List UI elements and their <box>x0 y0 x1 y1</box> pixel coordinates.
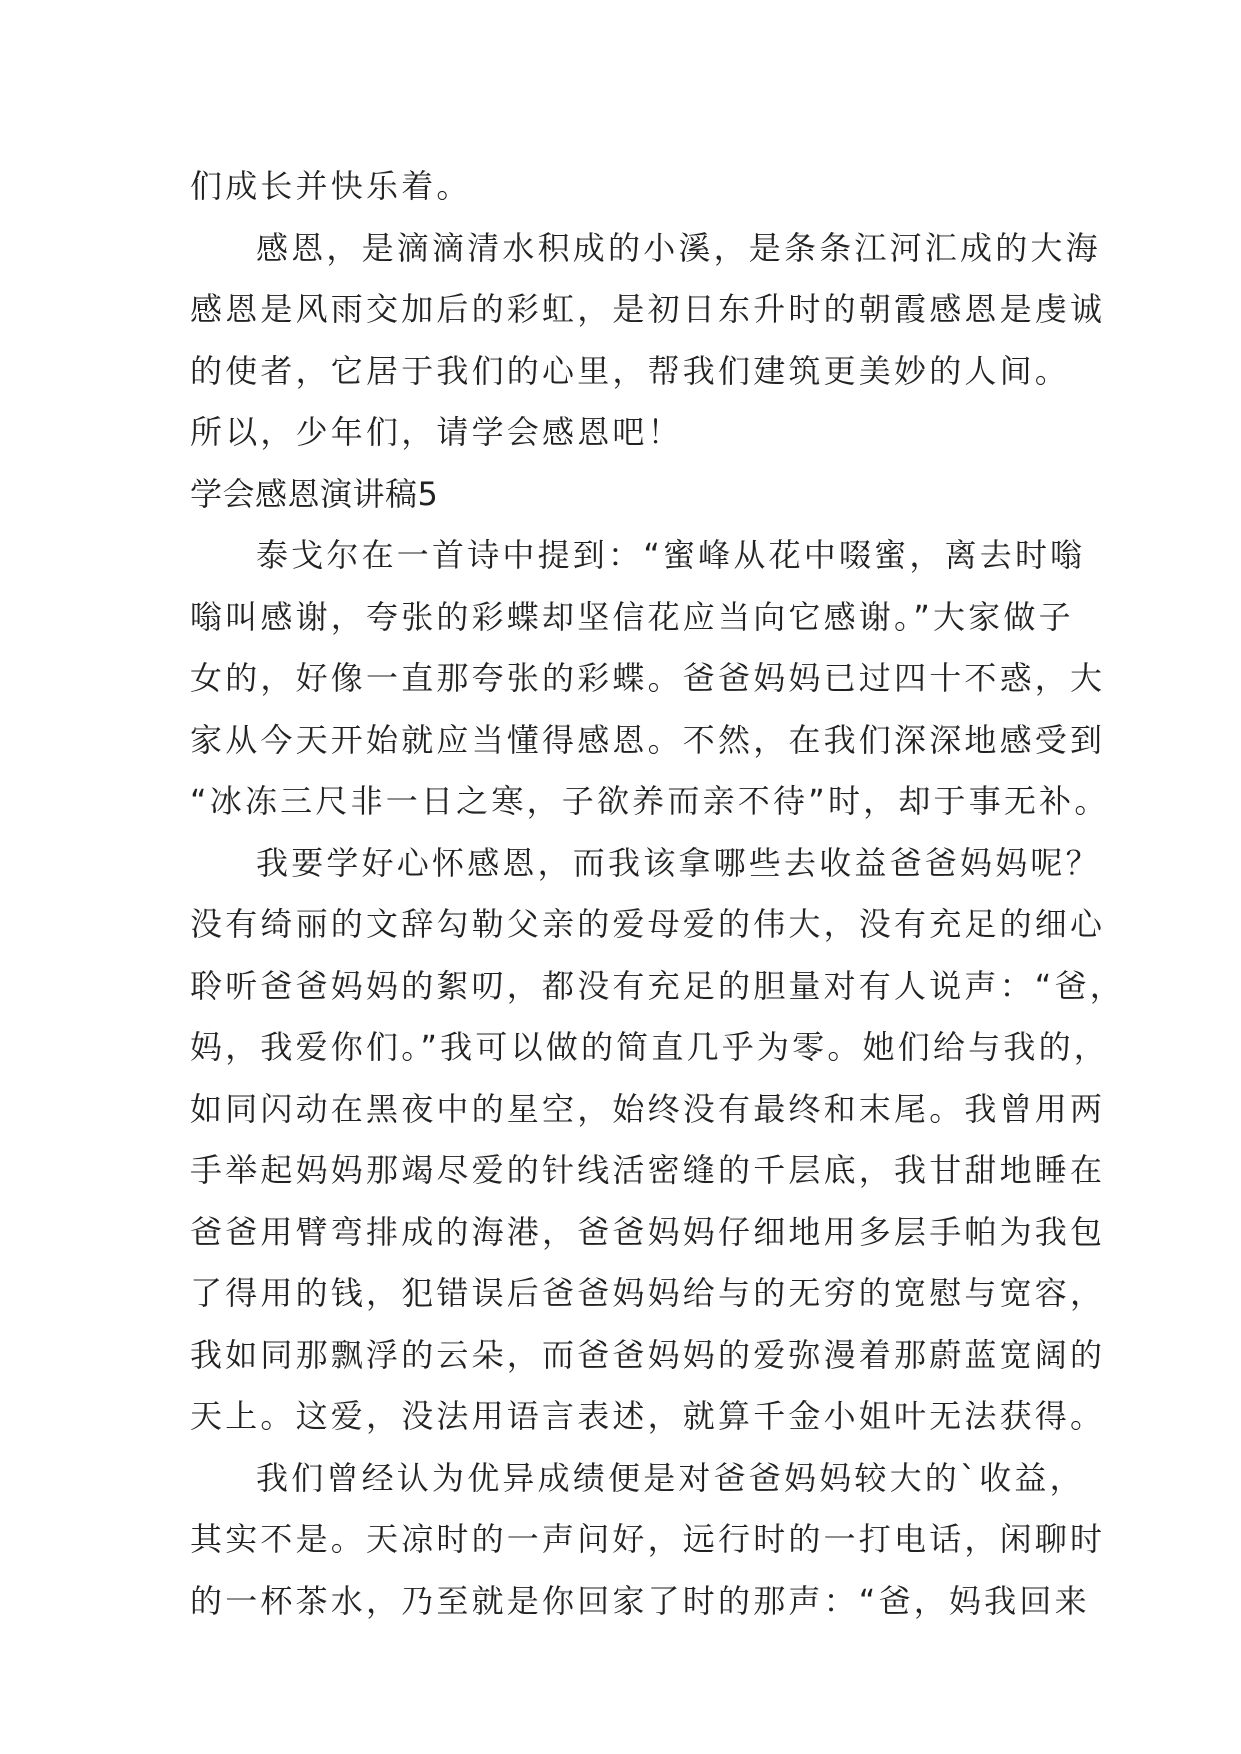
text-line: 爸爸用臂弯排成的海港，爸爸妈妈仔细地用多层手帕为我包 <box>190 1212 1106 1251</box>
text-line: 的一杯茶水，乃至就是你回家了时的那声：“爸，妈我回来 <box>190 1581 1090 1620</box>
text-line: 其实不是。天凉时的一声问好，远行时的一打电话，闲聊时 <box>190 1520 1106 1558</box>
paragraph-start-line: 感恩，是滴滴清水积成的小溪，是条条江河汇成的大海 <box>256 228 1101 267</box>
paragraph-start-line: 我们曾经认为优异成绩便是对爸爸妈妈较大的`收益， <box>256 1458 1085 1497</box>
text-line: 们成长并快乐着。 <box>190 167 472 205</box>
paragraph-start-line: 我要学好心怀感恩，而我该拿哪些去收益爸爸妈妈呢？ <box>256 843 1101 882</box>
text-line: 天上。这爱，没法用语言表述，就算千金小姐叶无法获得。 <box>190 1397 1106 1435</box>
text-line: 聆听爸爸妈妈的絮叨，都没有充足的胆量对有人说声：“爸， <box>190 966 1125 1005</box>
text-line: 我如同那飘浮的云朵，而爸爸妈妈的爱弥漫着那蔚蓝宽阔的 <box>190 1335 1106 1374</box>
text-line: 妈，我爱你们。”我可以做的简直几乎为零。她们给与我的， <box>190 1028 1109 1066</box>
text-line: 没有绮丽的文辞勾勒父亲的爱母爱的伟大，没有充足的细心 <box>190 905 1106 943</box>
text-line: 了得用的钱，犯错误后爸爸妈妈给与的无穷的宽慰与宽容， <box>190 1274 1106 1312</box>
paragraph-start-line: 泰戈尔在一首诗中提到：“蜜峰从花中啜蜜，离去时嗡 <box>256 536 1086 574</box>
section-heading: 学会感恩演讲稿5 <box>190 474 439 513</box>
text-line: 如同闪动在黑夜中的星空，始终没有最终和末尾。我曾用两 <box>190 1089 1106 1128</box>
text-line: 家从今天开始就应当懂得感恩。不然，在我们深深地感受到 <box>190 720 1106 759</box>
text-line: 的使者，它居于我们的心里，帮我们建筑更美妙的人间。 <box>190 351 1071 390</box>
text-line: “冰冻三尺非一日之寒，子欲养而亲不待”时，却于事无补。 <box>190 782 1110 820</box>
document-body <box>190 156 1125 1632</box>
text-line: 嗡叫感谢，夸张的彩蝶却坚信花应当向它感谢。”大家做子 <box>190 597 1074 636</box>
text-line: 感恩是风雨交加后的彩虹，是初日东升时的朝霞感恩是虔诚 <box>190 290 1106 328</box>
text-line: 手举起妈妈那竭尽爱的针线活密缝的千层底，我甘甜地睡在 <box>190 1151 1106 1189</box>
text-line: 女的，好像一直那夸张的彩蝶。爸爸妈妈已过四十不惑，大 <box>190 659 1106 697</box>
text-line: 所以，少年们，请学会感恩吧！ <box>190 413 683 451</box>
